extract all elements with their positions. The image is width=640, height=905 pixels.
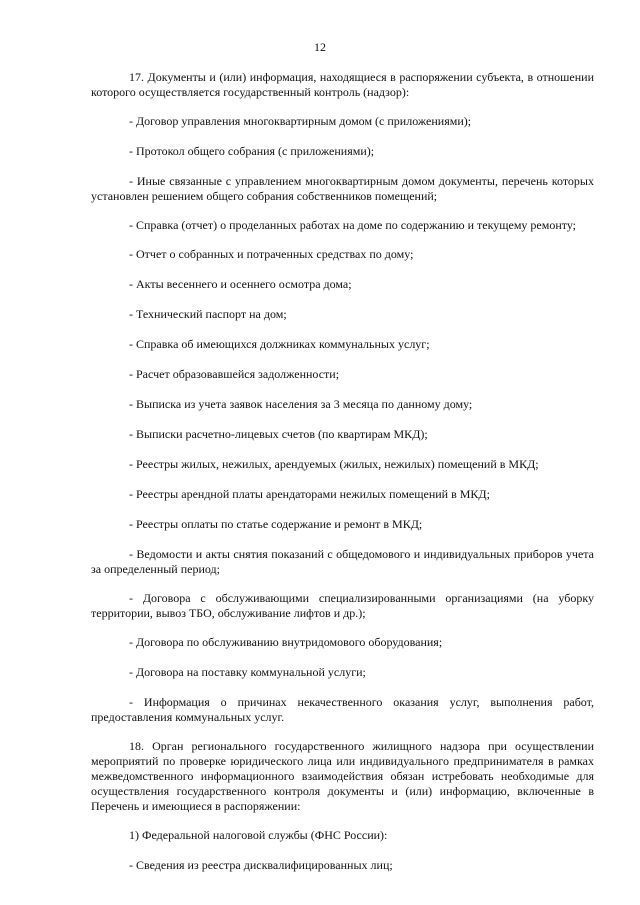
list-item: - Договора по обслуживанию внутридомового оборудования;	[129, 635, 443, 649]
list-item: - Информация о причинах некачественного оказания услуг, выполнения работ, предоставления коммунальных услуг.	[91, 695, 594, 724]
paragraph-18: 18. Орган регионального государственного жилищного надзора при осуществлении мероприятий по проверке юридического лица или индивидуального предпринимателя в рамках межведомственного информационного взаимодействия обязан истребовать необходимые для осуществления государственного контроля документы и (или) информацию, включенные в Перечень и имеющиеся в распоряжении:	[91, 739, 594, 813]
list-item: - Сведения из реестра дисквалифицированных лиц;	[129, 858, 393, 872]
list-item: - Отчет о собранных и потраченных средствах по дому;	[129, 247, 414, 261]
list-item: - Справка об имеющихся должниках коммунальных услуг;	[129, 337, 430, 351]
list-item: - Протокол общего собрания (с приложениями);	[129, 144, 375, 158]
page-number: 12	[314, 40, 326, 54]
document-body	[91, 70, 594, 873]
list-item: - Выписка из учета заявок населения за 3 месяца по данному дому;	[129, 397, 473, 411]
list-item: - Договор управления многоквартирным домом (с приложениями);	[129, 114, 472, 128]
list-item: - Акты весеннего и осеннего осмотра дома;	[129, 277, 352, 291]
list-item: - Технический паспорт на дом;	[129, 307, 287, 321]
list-item: - Ведомости и акты снятия показаний с общедомового и индивидуальных приборов учета за определенный период;	[91, 547, 594, 576]
list-item: - Реестры жилых, нежилых, арендуемых (жилых, нежилых) помещений в МКД;	[129, 457, 539, 471]
list-item: - Выписки расчетно-лицевых счетов (по квартирам МКД);	[129, 427, 428, 441]
list-item: - Договора на поставку коммунальной услуги;	[129, 665, 366, 679]
list-item: - Расчет образовавшейся задолженности;	[129, 367, 340, 381]
paragraph-17-intro: 17. Документы и (или) информация, находящиеся в распоряжении субъекта, в отношении которого осуществляется государственный контроль (надзор):	[91, 70, 594, 99]
list-item: - Реестры оплаты по статье содержание и ремонт в МКД;	[129, 517, 423, 531]
subitem-fns: 1) Федеральной налоговой службы (ФНС России):	[129, 828, 388, 842]
list-item: - Реестры арендной платы арендаторами нежилых помещений в МКД;	[129, 487, 490, 501]
list-item: - Иные связанные с управлением многоквартирным домом документы, перечень которых установлен решением общего собрания собственников помещений;	[91, 174, 594, 203]
list-item: - Справка (отчет) о проделанных работах на доме по содержанию и текущему ремонту;	[129, 218, 577, 232]
list-item: - Договора с обслуживающими специализированными организациями (на уборку территории, вывоз ТБО, обслуживание лифтов и др.);	[91, 591, 594, 620]
